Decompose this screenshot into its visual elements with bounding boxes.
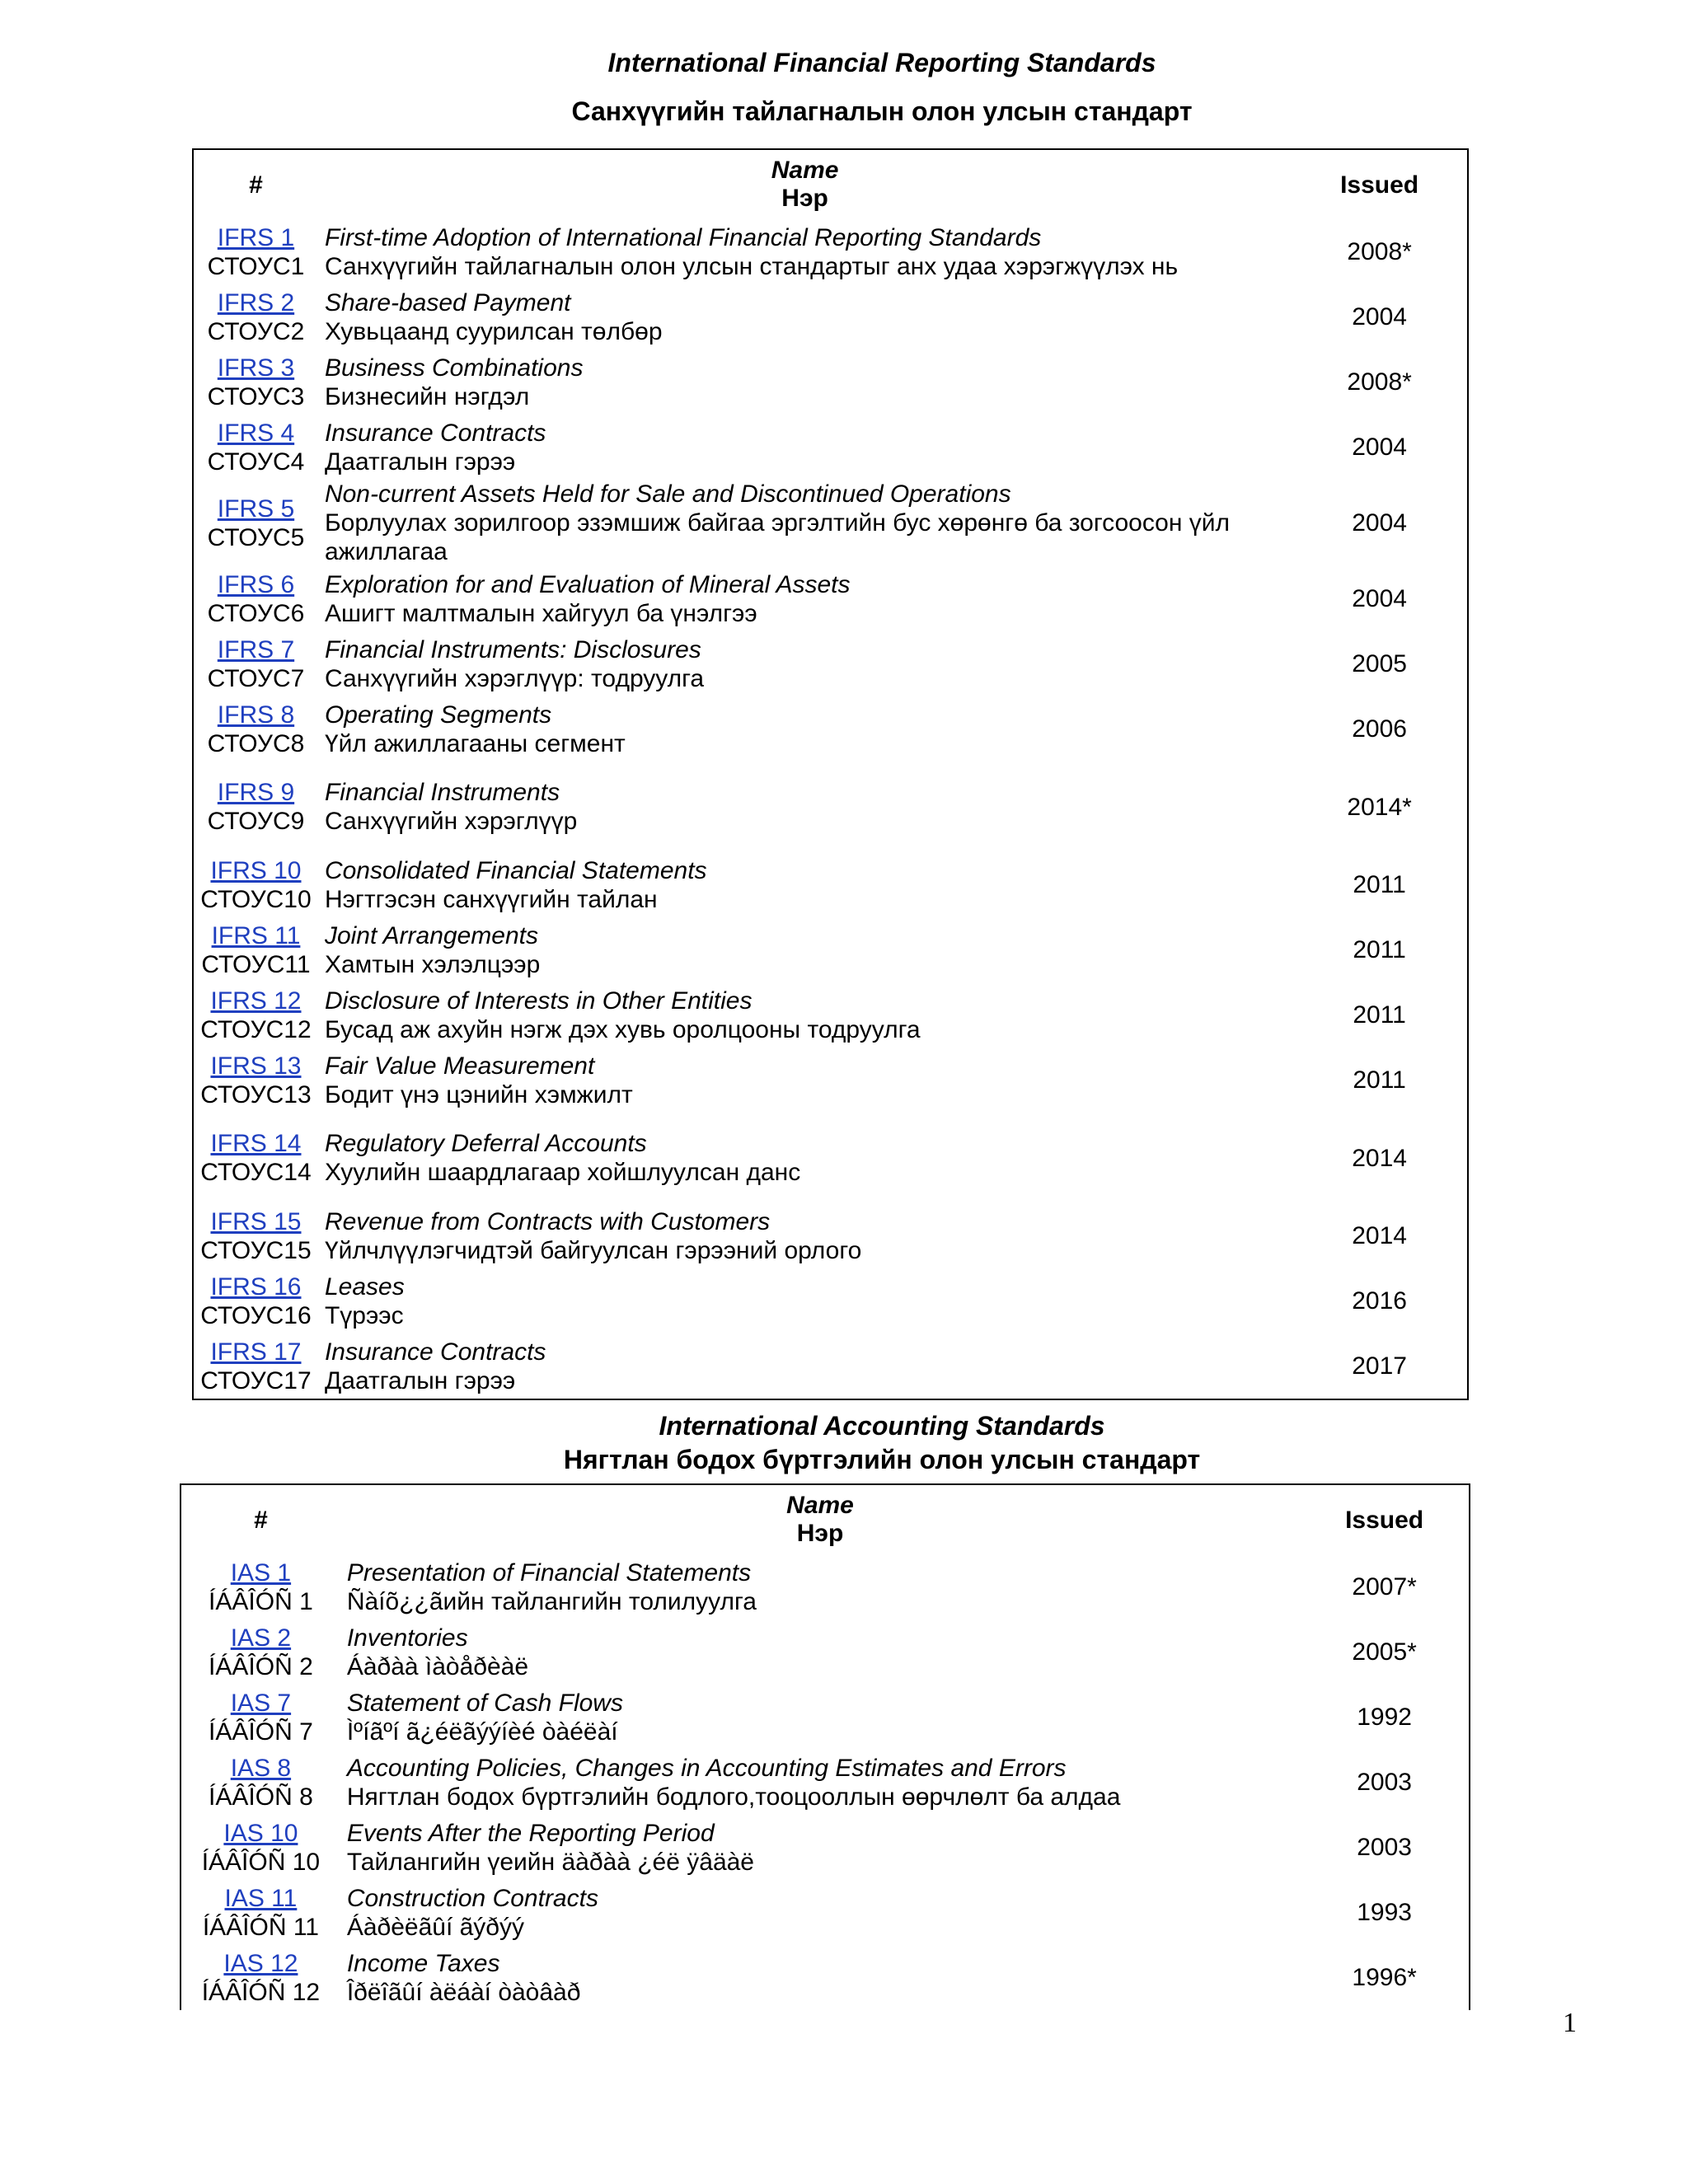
standard-code-mn: СТОУС14 <box>200 1159 312 1186</box>
standard-code-mn: ÍÁÂÎÓÑ 1 <box>209 1587 313 1615</box>
issued-year: 1992 <box>1357 1704 1412 1731</box>
col-header-num: # <box>254 1506 268 1534</box>
ias-title-mn: Нягтлан бодох бүртгэлийн олон улсын стандарт <box>563 1445 1201 1474</box>
standard-link[interactable]: IFRS 12 <box>210 987 302 1015</box>
standard-code-cell <box>193 852 318 917</box>
standard-code-mn: СТОУС6 <box>207 599 305 627</box>
standard-code-mn: ÍÁÂÎÓÑ 2 <box>209 1652 313 1680</box>
standard-code-cell <box>181 1685 340 1750</box>
issued-year: 2011 <box>1353 871 1406 898</box>
standard-link[interactable]: IAS 10 <box>223 1819 298 1847</box>
issued-year: 1993 <box>1357 1899 1412 1926</box>
table-row <box>193 631 1468 696</box>
standard-code-mn: СТОУС5 <box>207 523 305 551</box>
issued-year: 1996* <box>1352 1964 1417 1991</box>
standard-link[interactable]: IAS 11 <box>224 1884 298 1912</box>
standard-name-cell <box>340 1619 1300 1685</box>
standard-name-mn: Нэгтгэсэн санхүүгийн тайлан <box>324 885 658 913</box>
col-header-name <box>318 149 1292 219</box>
ifrs-table <box>192 148 1469 1400</box>
standard-name-cell <box>318 219 1292 284</box>
table-row <box>193 349 1468 415</box>
standard-code-cell <box>193 1113 318 1203</box>
standard-name-mn: Ìºíãºí ã¿éëãýýíèé òàéëàí <box>346 1718 618 1746</box>
standard-code-cell <box>193 982 318 1047</box>
standard-code-mn: СТОУС7 <box>207 664 305 692</box>
table-row <box>193 982 1468 1047</box>
standard-name-en: Joint Arrangements <box>324 921 538 949</box>
standard-name-mn: Áàðàà ìàòåðèàë <box>346 1652 529 1680</box>
standard-name-en: Operating Segments <box>324 701 552 729</box>
standard-code-cell <box>181 1750 340 1815</box>
standard-name-mn: Хуулийн шаардлагаар хойшлуулсан данс <box>324 1159 801 1186</box>
col-header-name-mn: Нэр <box>781 185 828 212</box>
standard-name-en: Disclosure of Interests in Other Entities <box>324 987 753 1015</box>
standard-name-cell <box>318 917 1292 982</box>
issued-year: 2011 <box>1353 1066 1406 1094</box>
standard-name-cell <box>340 1945 1300 2010</box>
col-header-name <box>340 1484 1300 1554</box>
standard-name-en: Business Combinations <box>324 354 584 382</box>
standard-link[interactable]: IFRS 14 <box>210 1130 302 1157</box>
standard-link[interactable]: IAS 12 <box>223 1949 298 1977</box>
standard-code-cell <box>193 1268 318 1333</box>
standard-name-mn: Санхүүгийн хэрэглүүр <box>324 808 578 835</box>
table-row <box>193 480 1468 566</box>
table-row <box>193 566 1468 631</box>
table-row <box>181 1880 1470 1945</box>
standard-code-mn: ÍÁÂÎÓÑ 11 <box>202 1913 319 1941</box>
issued-year: 2003 <box>1357 1834 1412 1861</box>
standard-name-mn: Ашигт малтмалын хайгуул ба үнэлгээ <box>324 599 757 627</box>
table-row <box>193 1113 1468 1203</box>
standard-name-mn: Бодит үнэ цэнийн хэмжилт <box>324 1080 633 1108</box>
standard-name-mn: Үйлчлүүлэгчидтэй байгуулсан гэрээний орлого <box>324 1236 862 1264</box>
col-header-name-en: Name <box>771 157 839 184</box>
standard-link[interactable]: IFRS 4 <box>217 419 295 447</box>
ifrs-title-en: International Financial Reporting Standards <box>607 48 1156 77</box>
standard-name-mn: Нягтлан бодох бүртгэлийн бодлого,тооцооллын өөрчлөлт ба алдаа <box>346 1783 1121 1811</box>
standard-name-cell <box>318 1047 1292 1113</box>
standard-name-cell <box>318 1113 1292 1203</box>
table-row <box>193 1047 1468 1113</box>
issued-year: 2004 <box>1352 585 1407 612</box>
table-row <box>193 1268 1468 1333</box>
standard-name-mn: Áàðèëãûí ãýðýý <box>346 1913 524 1941</box>
table-row <box>181 1815 1470 1880</box>
table-row <box>193 415 1468 480</box>
table-row <box>181 1554 1470 1619</box>
standard-code-cell <box>193 1203 318 1268</box>
standard-name-en: Non-current Assets Held for Sale and Discontinued Operations <box>324 480 1011 508</box>
standard-name-cell <box>318 415 1292 480</box>
standard-name-en: Insurance Contracts <box>324 419 546 447</box>
standard-name-cell <box>318 349 1292 415</box>
standard-code-cell <box>193 631 318 696</box>
issued-year: 2011 <box>1353 936 1406 963</box>
standard-name-en: Share-based Payment <box>324 288 571 316</box>
ias-table <box>180 1483 1470 2010</box>
standard-code-mn: СТОУС16 <box>200 1301 312 1329</box>
standard-name-mn: Санхүүгийн тайлагналын олон улсын стандартыг анх удаа хэрэгжүүлэх нь <box>324 252 1179 280</box>
col-header-name-mn: Нэр <box>796 1520 844 1547</box>
standard-code-cell <box>193 1047 318 1113</box>
page-number: 1 <box>1563 2008 1577 2038</box>
standard-code-mn: СТОУС10 <box>200 885 312 913</box>
standard-name-cell <box>318 566 1292 631</box>
standard-link[interactable]: IFRS 3 <box>217 354 295 382</box>
standard-name-en: First-time Adoption of International Financial Reporting Standards <box>324 223 1042 251</box>
issued-year: 2014* <box>1347 793 1412 821</box>
issued-year: 2008* <box>1347 368 1412 396</box>
standard-name-en: Revenue from Contracts with Customers <box>324 1207 771 1235</box>
standard-link[interactable]: IFRS 1 <box>217 223 295 251</box>
table-row <box>193 1203 1468 1268</box>
table-row <box>193 917 1468 982</box>
table-header-row <box>193 149 1468 219</box>
standard-code-cell <box>193 1333 318 1399</box>
table-row <box>193 696 1468 762</box>
standard-code-mn: ÍÁÂÎÓÑ 10 <box>201 1848 321 1876</box>
table-row <box>193 852 1468 917</box>
standard-name-en: Consolidated Financial Statements <box>324 856 707 884</box>
standard-code-cell <box>193 696 318 762</box>
standard-code-cell <box>193 415 318 480</box>
standard-name-mn: Ñàíõ¿¿ãийн тайлангийн толилуулга <box>346 1587 757 1615</box>
standard-name-mn: Үйл ажиллагааны сегмент <box>324 729 626 757</box>
standard-code-mn: ÍÁÂÎÓÑ 12 <box>201 1978 321 2006</box>
standard-name-mn: Түрээс <box>324 1301 404 1329</box>
table-header-row <box>181 1484 1470 1554</box>
standard-link[interactable]: IFRS 11 <box>211 921 301 949</box>
standard-name-en: Leases <box>324 1272 405 1301</box>
issued-year: 2004 <box>1352 509 1407 537</box>
standard-name-mn: Бусад аж ахуйн нэгж дэх хувь оролцооны тодруулга <box>324 1015 921 1043</box>
standard-link[interactable]: IFRS 7 <box>217 635 295 663</box>
standard-name-mn: Борлуулах зорилгоор эзэмшиж байгаа эргэлтийн бус хөрөнгө ба зогсоосон үйл ажиллагаа <box>324 509 1231 565</box>
standard-link[interactable]: IFRS 13 <box>210 1052 302 1080</box>
standard-name-en: Accounting Policies, Changes in Accounting Estimates and Errors <box>346 1754 1067 1782</box>
standard-name-cell <box>318 1203 1292 1268</box>
standard-code-cell <box>181 1619 340 1685</box>
standard-code-cell <box>193 762 318 852</box>
standard-name-en: Financial Instruments <box>324 779 560 806</box>
standard-link[interactable]: IFRS 6 <box>217 570 295 598</box>
standard-name-mn: Îðëîãûí àëáàí òàòâàð <box>346 1978 581 2006</box>
table-row <box>193 219 1468 284</box>
issued-year: 2008* <box>1347 238 1412 265</box>
standard-code-mn: СТОУС2 <box>207 317 305 345</box>
standard-code-cell <box>181 1945 340 2010</box>
standard-name-cell <box>340 1815 1300 1880</box>
standard-name-en: Presentation of Financial Statements <box>346 1558 752 1586</box>
standard-code-mn: СТОУС4 <box>207 448 305 476</box>
standard-name-cell <box>318 982 1292 1047</box>
standard-code-mn: СТОУС15 <box>200 1236 312 1264</box>
standard-name-mn: Санхүүгийн хэрэглүүр: тодруулга <box>324 664 705 692</box>
standard-link[interactable]: IAS 8 <box>230 1754 292 1782</box>
standard-code-mn: СТОУС1 <box>207 252 305 280</box>
issued-year: 2005* <box>1352 1638 1417 1666</box>
standard-code-mn: СТОУС8 <box>207 729 305 757</box>
col-header-name-en: Name <box>786 1492 854 1519</box>
standard-code-mn: ÍÁÂÎÓÑ 7 <box>209 1718 313 1746</box>
standard-code-mn: СТОУС12 <box>200 1015 312 1043</box>
standard-name-en: Events After the Reporting Period <box>346 1819 715 1847</box>
issued-year: 2003 <box>1357 1769 1412 1796</box>
issued-year: 2014 <box>1352 1144 1407 1172</box>
issued-year: 2005 <box>1352 650 1407 677</box>
col-header-issued: Issued <box>1340 171 1419 199</box>
standard-name-en: Construction Contracts <box>346 1884 598 1912</box>
issued-year: 2006 <box>1352 715 1407 743</box>
standard-code-cell <box>181 1815 340 1880</box>
standard-code-cell <box>193 480 318 566</box>
table-row <box>193 762 1468 852</box>
standard-name-en: Fair Value Measurement <box>324 1052 595 1080</box>
standard-link[interactable]: IFRS 8 <box>217 701 295 729</box>
standard-link[interactable]: IFRS 5 <box>217 494 295 523</box>
col-header-issued: Issued <box>1345 1506 1424 1534</box>
standard-link[interactable]: IAS 7 <box>230 1689 292 1717</box>
standard-name-en: Insurance Contracts <box>324 1338 546 1366</box>
issued-year: 2011 <box>1353 1001 1406 1029</box>
standard-link[interactable]: IFRS 10 <box>210 856 302 884</box>
standard-code-cell <box>181 1880 340 1945</box>
standard-name-mn: Хувьцаанд суурилсан төлбөр <box>324 317 663 345</box>
standard-name-en: Inventories <box>346 1624 468 1652</box>
standard-code-mn: СТОУС9 <box>207 808 305 835</box>
table-row <box>181 1750 1470 1815</box>
standard-link[interactable]: IAS 2 <box>230 1624 292 1652</box>
standard-link[interactable]: IFRS 17 <box>210 1338 302 1366</box>
standard-link[interactable]: IFRS 9 <box>217 779 295 806</box>
standard-name-mn: Даатгалын гэрээ <box>324 1366 516 1394</box>
standard-code-cell <box>193 219 318 284</box>
standard-name-cell <box>318 1268 1292 1333</box>
standard-name-cell <box>318 852 1292 917</box>
standard-code-cell <box>181 1554 340 1619</box>
issued-year: 2007* <box>1352 1573 1417 1601</box>
table-row <box>181 1685 1470 1750</box>
standard-name-cell <box>318 284 1292 349</box>
standard-link[interactable]: IFRS 2 <box>217 288 295 316</box>
standard-code-mn: СТОУС17 <box>200 1366 312 1394</box>
table-row <box>181 1945 1470 2010</box>
standard-name-mn: Даатгалын гэрээ <box>324 448 516 476</box>
standard-name-cell <box>318 631 1292 696</box>
standard-name-cell <box>340 1685 1300 1750</box>
table-row <box>193 1333 1468 1399</box>
standard-code-mn: СТОУС3 <box>207 382 305 410</box>
standard-name-en: Regulatory Deferral Accounts <box>324 1130 647 1157</box>
standard-code-mn: СТОУС11 <box>201 950 311 978</box>
issued-year: 2014 <box>1352 1222 1407 1249</box>
standard-name-cell <box>340 1750 1300 1815</box>
issued-year: 2017 <box>1352 1352 1407 1380</box>
standard-code-cell <box>193 349 318 415</box>
standard-name-en: Exploration for and Evaluation of Mineral Assets <box>324 570 851 598</box>
standard-code-cell <box>193 566 318 631</box>
standard-name-mn: Хамтын хэлэлцээр <box>324 950 541 978</box>
standard-code-cell <box>193 284 318 349</box>
table-row <box>181 1619 1470 1685</box>
issued-year: 2004 <box>1352 434 1407 461</box>
col-header-num: # <box>249 171 263 199</box>
ifrs-title-mn: Санхүүгийн тайлагналын олон улсын стандарт <box>571 96 1193 126</box>
standard-name-cell <box>318 1333 1292 1399</box>
table-row <box>193 284 1468 349</box>
standard-name-cell <box>318 480 1292 566</box>
standard-code-mn: ÍÁÂÎÓÑ 8 <box>209 1783 313 1811</box>
ias-title-en: International Accounting Standards <box>659 1411 1105 1441</box>
issued-year: 2004 <box>1352 303 1407 330</box>
standard-code-mn: СТОУС13 <box>200 1080 312 1108</box>
issued-year: 2016 <box>1352 1287 1407 1315</box>
standard-name-en: Statement of Cash Flows <box>346 1689 623 1717</box>
standard-link[interactable]: IFRS 16 <box>210 1272 302 1301</box>
standard-name-cell <box>340 1554 1300 1619</box>
standard-name-cell <box>318 762 1292 852</box>
standard-code-cell <box>193 917 318 982</box>
standard-name-cell <box>340 1880 1300 1945</box>
standard-name-mn: Тайлангийн үеийн äàðàà ¿éë ÿâäàë <box>346 1848 754 1876</box>
standard-link[interactable]: IAS 1 <box>230 1558 292 1586</box>
standard-link[interactable]: IFRS 15 <box>210 1207 302 1235</box>
standard-name-cell <box>318 696 1292 762</box>
standard-name-en: Financial Instruments: Disclosures <box>324 635 701 663</box>
standard-name-en: Income Taxes <box>346 1949 500 1977</box>
standard-name-mn: Бизнесийн нэгдэл <box>324 382 530 410</box>
